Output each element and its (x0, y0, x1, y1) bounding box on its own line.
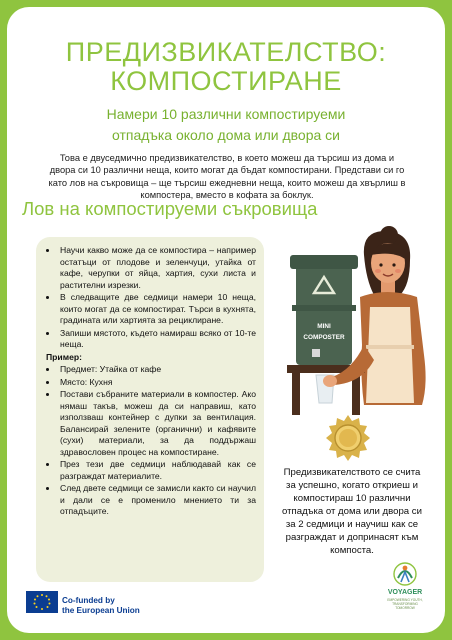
eu-flag-icon (26, 591, 58, 613)
composter-label-line-2: COMPOSTER (303, 334, 345, 341)
example-item: • Място: Кухня (58, 377, 256, 389)
example-item: • През тези две седмици наблюдавай как се разграждат материалите. (58, 459, 256, 482)
voyager-tagline-3: TOMORROW (395, 606, 415, 610)
instruction-item: • Научи какво може да се компостира – например остатъци от плодове и зеленчуци, утайка от кафе, черупки от яйца, хартия, сухи листа и растителни изрезки. (58, 245, 256, 291)
intro-paragraph: Това е двуседмично предизвикателство, в което можеш да търсиш из дома и двора си 10 различни неща, които могат да бъдат компостирани. Представи си го като лов на съкровища – ще търсиш ежедневни неща, които можеш да хвърлиш в компостера, вместо в кофата за боклук. (48, 153, 406, 201)
example-item: • Предмет: Утайка от кафе (58, 364, 256, 376)
gold-medal-icon (322, 413, 374, 463)
subtitle (60, 104, 392, 146)
instruction-item: • В следващите две седмици намери 10 неща, които могат да се компостират. Търси в кухнята, градината или хартията за рециклиране. (58, 292, 256, 327)
voyager-name: VOYAGER (387, 589, 423, 596)
instruction-item: • Запиши мястото, където намираш всяко от 10-те неща. (58, 328, 256, 351)
eu-line-1: Co-funded by (62, 596, 115, 605)
eu-cofunded-text (62, 596, 140, 616)
composter-label-line-1: MINI (317, 323, 331, 330)
instructions-box (36, 237, 264, 582)
voyager-tagline-1: EMPOWERING YOUTH, (387, 598, 423, 602)
subtitle-line-2: отпадъка около дома или двора си (112, 127, 340, 143)
success-criteria: Предизвикателството се счита за успешно, когато откриеш и компостираш 10 различни отпадъка от дома или двора си за 2 седмици и научиш как се разграждат и допринасят към компоста. (282, 467, 422, 556)
voyager-logo (382, 560, 428, 618)
example-list (46, 364, 256, 518)
subtitle-line-1: Намери 10 различни компостируеми (106, 106, 346, 122)
instructions-content (46, 245, 256, 519)
example-item: • Постави събраните материали в компостер. Ако нямаш такъв, можеш да си направиш, като използваш контейнер с дупки за вентилация. Балансирай зелените (органични) и кафявите (сухи) материали, за да поддържаш здравословен процес на компостиране. (58, 389, 256, 458)
page-title-line-1: ПРЕДИЗВИКАТЕЛСТВО: (65, 37, 387, 67)
instructions-list (46, 245, 256, 351)
page-title-line-2: КОМПОСТИРАНЕ (110, 66, 342, 96)
composter-illustration (282, 225, 432, 420)
hunt-heading: Лов на компостируеми съкровища (22, 198, 318, 219)
voyager-tagline-2: TRANSFORMING (392, 602, 418, 606)
eu-line-2: the European Union (62, 606, 140, 615)
example-item: • След двете седмици се замисли както си научил и дали се е променило мнението ти за отпадъците. (58, 483, 256, 518)
example-heading: Пример: (46, 351, 82, 362)
example-label: Пример (46, 351, 80, 362)
